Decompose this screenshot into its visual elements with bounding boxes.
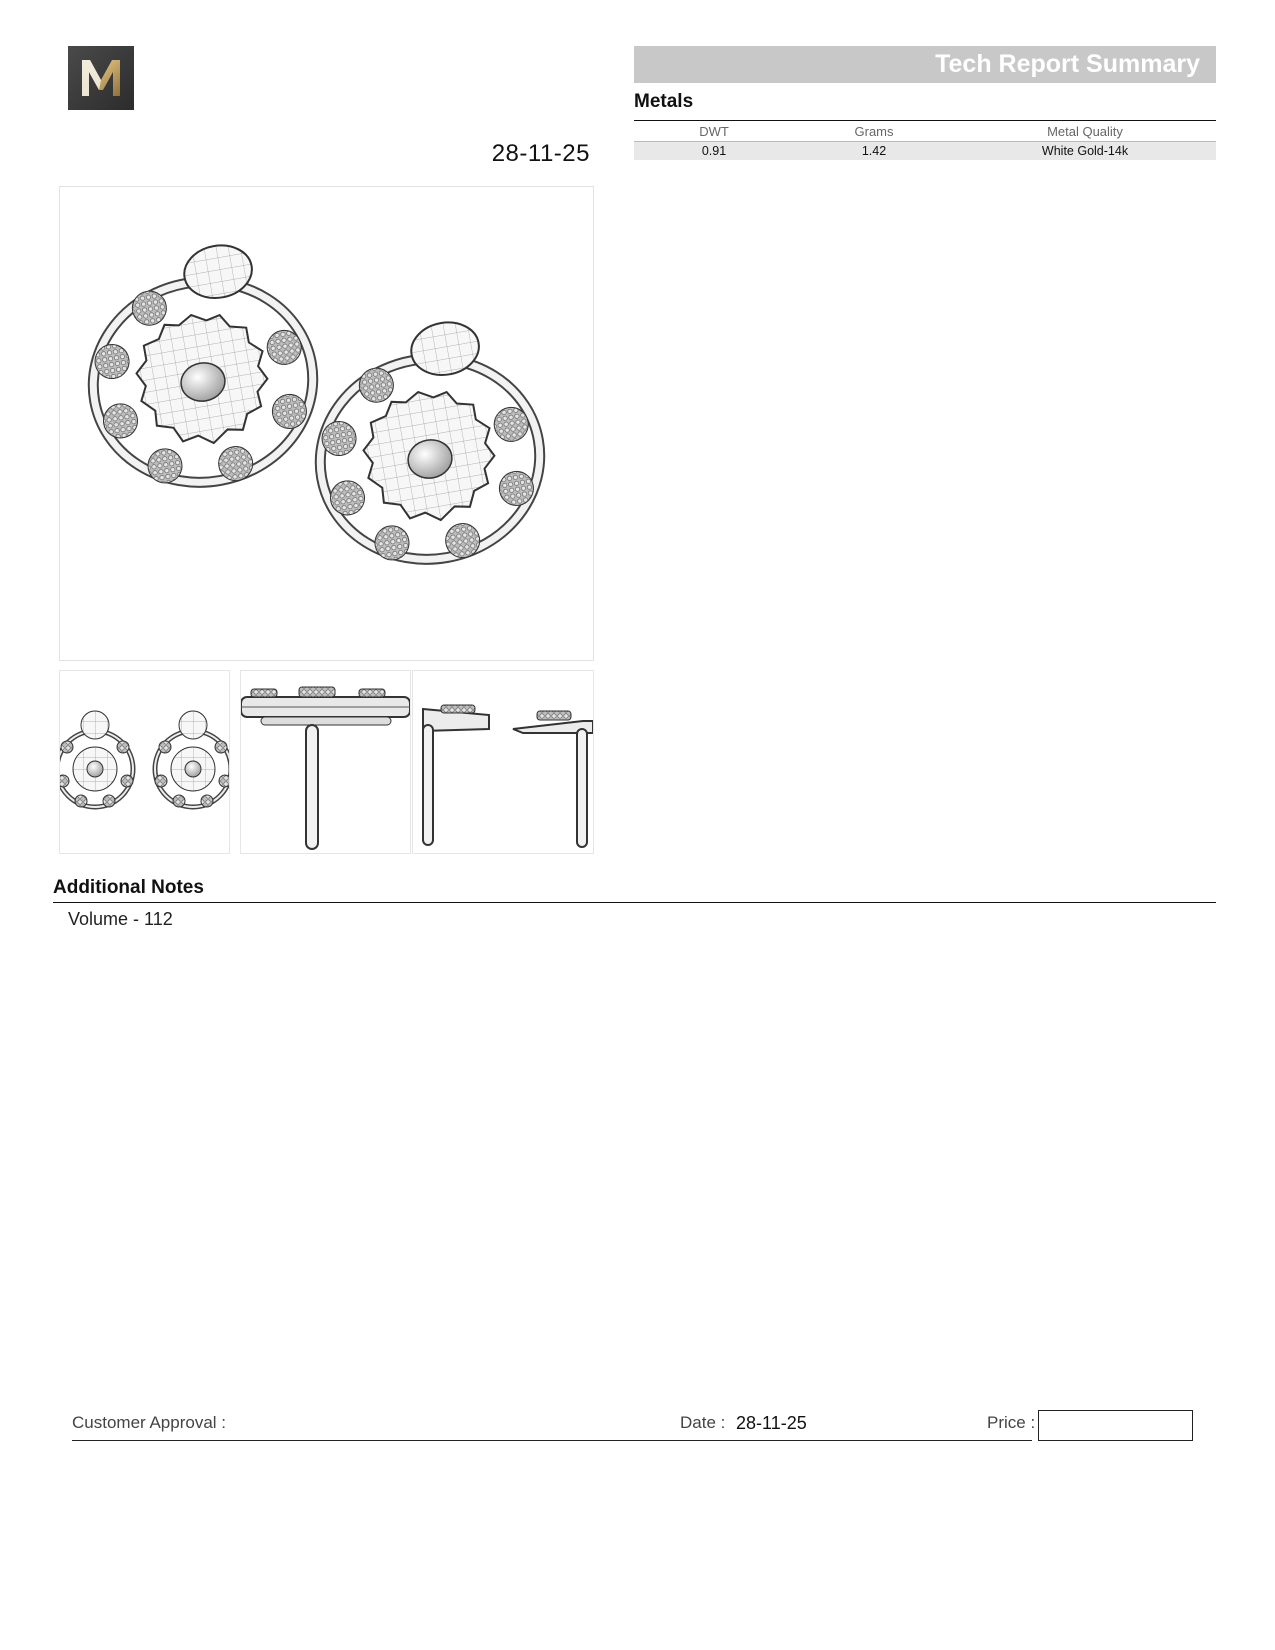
metals-header-row — [634, 122, 1216, 142]
metals-heading: Metals — [634, 91, 694, 112]
column-header-dwt: DWT — [634, 122, 794, 142]
metals-table — [634, 122, 1216, 160]
profile-view-thumbnail[interactable] — [412, 670, 594, 854]
side-view-icon — [241, 671, 410, 853]
date-label: Date : — [680, 1413, 726, 1432]
company-logo — [68, 46, 134, 110]
title-bar — [634, 46, 1216, 83]
additional-notes-heading: Additional Notes — [53, 877, 204, 898]
notes-divider — [53, 902, 1216, 903]
price-field[interactable] — [1038, 1410, 1193, 1441]
table-row — [634, 142, 1216, 161]
metals-divider — [634, 120, 1216, 121]
date-value: 28-11-25 — [736, 1413, 807, 1433]
column-header-grams: Grams — [794, 122, 954, 142]
logo-m-icon — [68, 46, 134, 110]
report-title: Tech Report Summary — [935, 50, 1200, 78]
cell-metal-quality: White Gold-14k — [954, 142, 1216, 161]
report-date: 28-11-25 — [491, 140, 590, 167]
price-label: Price : — [987, 1413, 1036, 1432]
cell-dwt: 0.91 — [634, 142, 794, 161]
notes-text: Volume - 112 — [68, 909, 173, 929]
profile-view-icon — [413, 671, 593, 853]
front-view-icon — [60, 671, 229, 853]
column-header-metal-quality: Metal Quality — [954, 122, 1216, 142]
customer-approval-label: Customer Approval : — [72, 1413, 227, 1432]
main-product-image — [59, 186, 594, 661]
side-view-thumbnail[interactable] — [240, 670, 411, 854]
cell-grams: 1.42 — [794, 142, 954, 161]
front-view-thumbnail[interactable] — [59, 670, 230, 854]
earring-render-icon — [60, 187, 593, 660]
approval-signature-line — [72, 1440, 1032, 1441]
